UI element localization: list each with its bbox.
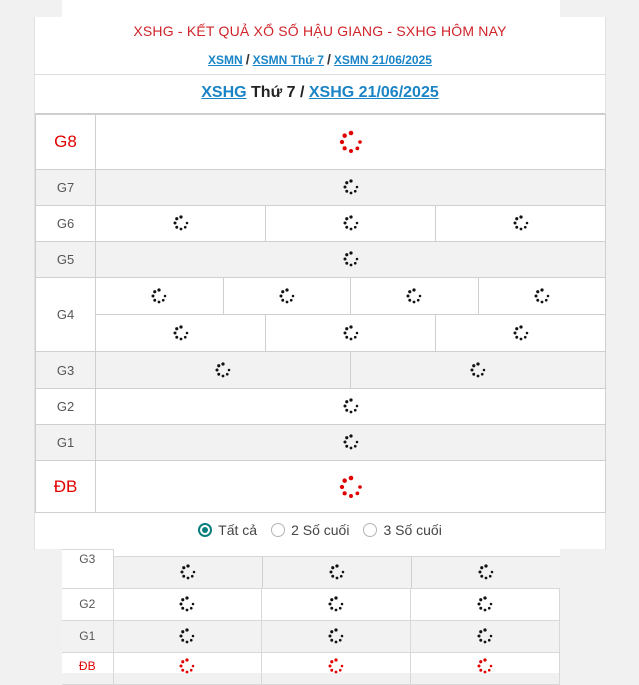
prize-label-g4: G4 (36, 278, 96, 352)
prize-cell-db (96, 461, 606, 513)
loading-spinner-icon (178, 596, 196, 610)
loading-spinner-icon (179, 563, 197, 581)
loading-spinner-icon (512, 214, 530, 232)
prize-label-db: ĐB (36, 461, 96, 513)
prize-label-g2: G2 (36, 389, 96, 425)
loading-spinner-icon (328, 563, 346, 581)
loading-spinner-icon (476, 596, 494, 610)
loading-spinner-icon (327, 658, 345, 672)
loading-spinner-icon (342, 214, 360, 232)
prize-cell-g8 (96, 115, 606, 170)
radio-unchecked-icon[interactable] (271, 523, 285, 537)
loading-spinner-icon (338, 478, 364, 495)
heading-xshg-link[interactable]: XSHG (201, 84, 247, 101)
lower-label-db: ĐB (62, 652, 113, 684)
loading-spinner-icon (342, 398, 360, 415)
prize-label-g1: G1 (36, 425, 96, 461)
prize-cell-g4-row1 (96, 278, 606, 315)
prize-cell-g6 (96, 206, 606, 242)
breadcrumb-xsmn[interactable]: XSMN (208, 53, 243, 67)
loading-spinner-icon (342, 179, 360, 196)
prize-cell-g7 (96, 170, 606, 206)
loading-spinner-icon (178, 658, 196, 672)
heading-separator: / (299, 84, 305, 101)
results-table (35, 114, 606, 513)
prize-label-g7: G7 (36, 170, 96, 206)
loading-spinner-icon (469, 361, 487, 379)
filter-last2-label: 2 Số cuối (291, 522, 350, 538)
page-title: XSHG - KẾT QUẢ XỔ SỐ HẬU GIANG - SXHG HÔM NAY (133, 23, 507, 39)
loading-spinner-icon (476, 628, 494, 642)
radio-checked-icon[interactable] (198, 523, 212, 537)
loading-spinner-icon (533, 287, 551, 305)
filter-all-option[interactable] (198, 522, 257, 538)
prize-cell-g3 (96, 352, 606, 389)
loading-spinner-icon (338, 133, 364, 150)
loading-spinner-icon (150, 287, 168, 305)
background-card-top (62, 0, 560, 17)
loading-spinner-icon (172, 324, 190, 342)
heading-date-link[interactable]: XSHG 21/06/2025 (308, 84, 439, 101)
loading-spinner-icon (342, 324, 360, 342)
filter-last3-option[interactable] (363, 522, 441, 538)
loading-spinner-icon (178, 628, 196, 642)
loading-spinner-icon (342, 251, 360, 268)
loading-spinner-icon (512, 324, 530, 342)
loading-spinner-icon (278, 287, 296, 305)
breadcrumb-xsmn-date[interactable]: XSMN 21/06/2025 (333, 53, 432, 67)
prize-label-g5: G5 (36, 242, 96, 278)
results-heading (35, 74, 605, 114)
filter-last2-option[interactable] (271, 522, 349, 538)
filter-last3-label: 3 Số cuối (383, 522, 442, 538)
loading-spinner-icon (342, 434, 360, 451)
loading-spinner-icon (327, 596, 345, 610)
prize-cell-g4-row2 (96, 315, 606, 352)
breadcrumb-separator: / (245, 51, 250, 67)
loading-spinner-icon (476, 658, 494, 672)
breadcrumb (35, 47, 605, 73)
prize-label-g6: G6 (36, 206, 96, 242)
radio-unchecked-icon[interactable] (363, 523, 377, 537)
filter-all-label: Tất cả (218, 522, 258, 538)
prize-label-g3: G3 (36, 352, 96, 389)
prize-cell-g1 (96, 425, 606, 461)
breadcrumb-xsmn-thu7[interactable]: XSMN Thứ 7 (252, 53, 324, 67)
heading-day: Thứ 7 (251, 84, 296, 101)
results-card (34, 17, 606, 549)
prize-label-g8: G8 (36, 115, 96, 170)
breadcrumb-separator: / (326, 51, 331, 67)
lower-label-g1: G1 (62, 620, 113, 652)
loading-spinner-icon (477, 563, 495, 581)
background-results-table (62, 549, 560, 673)
lower-results-table (62, 549, 560, 685)
digit-filter (35, 512, 605, 548)
loading-spinner-icon (405, 287, 423, 305)
lower-label-g2: G2 (62, 588, 113, 620)
prize-cell-g2 (96, 389, 606, 425)
prize-cell-g5 (96, 242, 606, 278)
loading-spinner-icon (327, 628, 345, 642)
loading-spinner-icon (214, 361, 232, 379)
lower-label-g3: G3 (62, 550, 113, 589)
loading-spinner-icon (172, 214, 190, 232)
